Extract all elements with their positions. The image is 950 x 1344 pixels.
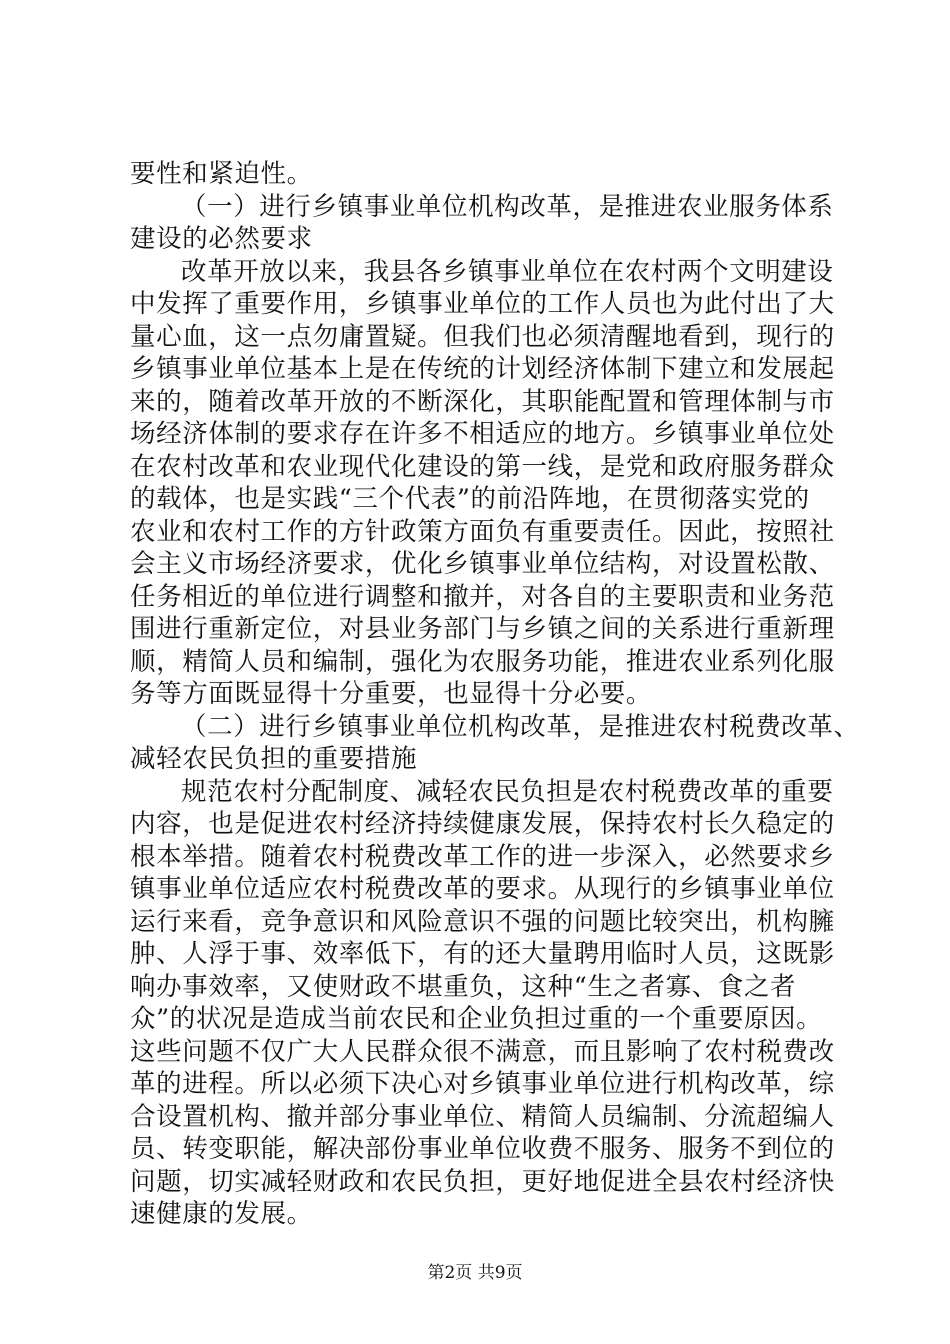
text-line: 这些问题不仅广大人民群众很不满意，而且影响了农村税费改 <box>130 1036 835 1067</box>
section-heading-1-line: （一）进行乡镇事业单位机构改革，是推进农业服务体系 <box>181 191 834 222</box>
text-line: 速健康的发展。 <box>130 1199 313 1229</box>
text-line: 顺，精简人员和编制，强化为农服务功能，推进农业系列化服 <box>130 646 835 677</box>
page-number-footer: 第2页 共9页 <box>427 1263 523 1283</box>
text-line: 规范农村分配制度、减轻农民负担是农村税费改革的重要 <box>181 776 834 807</box>
text-line: 肿、人浮于事、效率低下，有的还大量聘用临时人员，这既影 <box>130 939 835 969</box>
text-line: 合设置机构、撤并部分事业单位、精简人员编制、分流超编人 <box>130 1101 835 1132</box>
text-line: 农业和农村工作的方针政策方面负有重要责任。因此，按照社 <box>130 516 835 547</box>
text-line: 问题，切实减轻财政和农民负担，更好地促进全县农村经济快 <box>130 1166 835 1197</box>
text-line: 中发挥了重要作用，乡镇事业单位的工作人员也为此付出了大 <box>130 289 835 319</box>
document-body <box>130 158 860 1231</box>
text-line: 众”的状况是造成当前农民和企业负担过重的一个重要原因。 <box>130 1004 823 1034</box>
text-line: 在农村改革和农业现代化建设的第一线，是党和政府服务群众 <box>130 451 835 482</box>
text-line: 围进行重新定位，对县业务部门与乡镇之间的关系进行重新理 <box>130 614 835 644</box>
text-line: 内容，也是促进农村经济持续健康发展，保持农村长久稳定的 <box>130 809 835 839</box>
text-line: 来的，随着改革开放的不断深化，其职能配置和管理体制与市 <box>130 386 835 417</box>
text-line: 革的进程。所以必须下决心对乡镇事业单位进行机构改革，综 <box>130 1069 835 1099</box>
text-line: 量心血，这一点勿庸置疑。但我们也必须清醒地看到，现行的 <box>130 321 835 352</box>
text-line: 改革开放以来，我县各乡镇事业单位在农村两个文明建设 <box>181 256 834 287</box>
text-line: 任务相近的单位进行调整和撤并，对各自的主要职责和业务范 <box>130 581 835 612</box>
text-line: 员、转变职能，解决部份事业单位收费不服务、服务不到位的 <box>130 1134 835 1164</box>
text-line: 响办事效率，又使财政不堪重负，这种“生之者寡、食之者 <box>130 971 797 1002</box>
text-line: 会主义市场经济要求，优化乡镇事业单位结构，对设置松散、 <box>130 549 835 579</box>
text-line: 运行来看，竞争意识和风险意识不强的问题比较突出，机构臃 <box>130 906 835 937</box>
text-line: 务等方面既显得十分重要，也显得十分必要。 <box>130 679 653 709</box>
section-heading-1-line: 建设的必然要求 <box>130 224 313 254</box>
text-line: 根本举措。随着农村税费改革工作的进一步深入，必然要求乡 <box>130 841 835 872</box>
section-heading-2-line: （二）进行乡镇事业单位机构改革，是推进农村税费改革、 <box>181 711 860 742</box>
text-line: 要性和紧迫性。 <box>130 159 313 189</box>
text-line: 场经济体制的要求存在许多不相适应的地方。乡镇事业单位处 <box>130 419 835 449</box>
text-line: 的载体，也是实践“三个代表”的前沿阵地，在贯彻落实党的 <box>130 484 810 514</box>
text-line: 镇事业单位适应农村税费改革的要求。从现行的乡镇事业单位 <box>130 874 835 904</box>
text-line: 乡镇事业单位基本上是在传统的计划经济体制下建立和发展起 <box>130 354 835 384</box>
section-heading-2-line: 减轻农民负担的重要措施 <box>130 744 418 774</box>
